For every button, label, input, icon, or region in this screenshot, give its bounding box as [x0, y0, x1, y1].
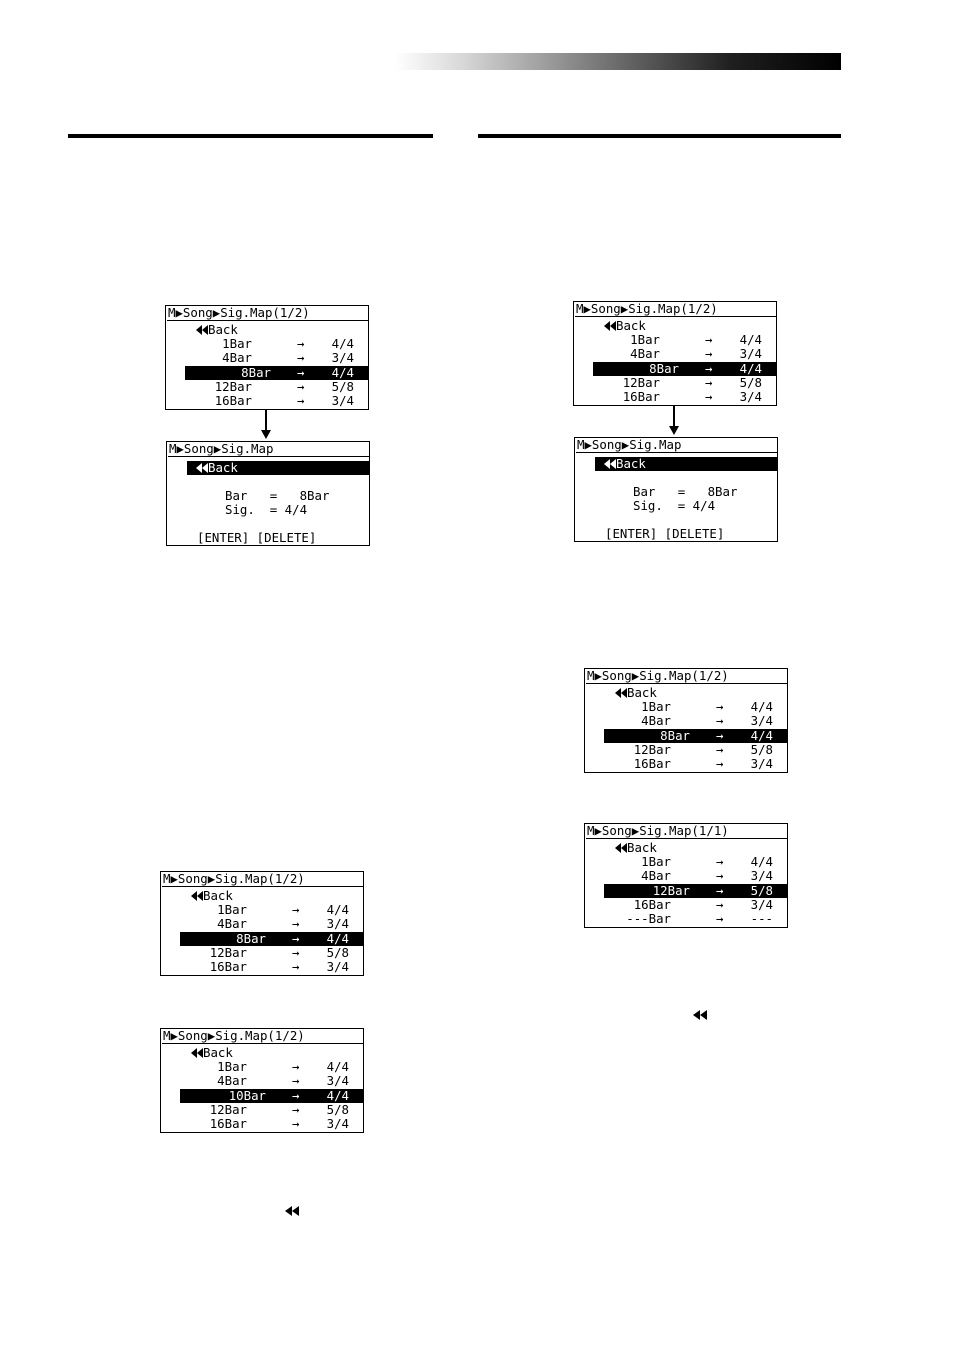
header-gradient-bar: [395, 53, 841, 70]
sig-map-row[interactable]: [166, 394, 368, 408]
back-double-triangle-icon: [615, 685, 627, 700]
bar-value-line[interactable]: Bar = 8Bar: [633, 484, 738, 499]
row-signature: 5/8: [750, 882, 773, 898]
sig-map-row[interactable]: [166, 337, 368, 351]
row-signature: 4/4: [326, 902, 349, 917]
row-bar: 12Bar: [633, 741, 671, 757]
row-arrow: →: [292, 959, 300, 975]
row-signature: 5/8: [326, 1101, 349, 1117]
row-arrow: →: [716, 741, 724, 757]
sig-map-list-screen: [584, 823, 788, 928]
row-arrow: →: [297, 378, 305, 394]
sig-map-row[interactable]: [585, 757, 787, 771]
row-bar: ---Bar: [626, 911, 671, 927]
row-arrow: →: [292, 1059, 300, 1074]
row-signature: 4/4: [331, 336, 354, 351]
row-signature: 4/4: [331, 364, 354, 380]
row-bar: 1Bar: [217, 1059, 247, 1074]
signature-value-line[interactable]: Sig. = 4/4: [633, 498, 716, 513]
right-section-rule: [478, 134, 841, 138]
row-arrow: →: [292, 1087, 300, 1103]
sig-map-row[interactable]: [585, 855, 787, 869]
sig-map-row[interactable]: [185, 366, 368, 380]
row-arrow: →: [292, 930, 300, 946]
sig-map-row[interactable]: [161, 1060, 363, 1074]
row-bar: 10Bar: [228, 1087, 266, 1103]
row-bar: 12Bar: [652, 882, 690, 898]
row-bar: 16Bar: [622, 389, 660, 405]
back-label: Back: [203, 1045, 233, 1060]
sig-map-edit-screen: [166, 441, 370, 546]
row-bar: 8Bar: [241, 364, 271, 380]
sig-map-edit-screen: [574, 437, 778, 542]
screen-title: M▶Song▶Sig.Map(1/2): [162, 872, 363, 887]
row-signature: 4/4: [739, 360, 762, 376]
row-arrow: →: [705, 374, 713, 390]
row-signature: 3/4: [331, 350, 354, 366]
back-label: Back: [627, 685, 657, 700]
row-signature: 3/4: [739, 346, 762, 362]
back-label: Back: [627, 840, 657, 855]
row-signature: 5/8: [331, 378, 354, 394]
back-item[interactable]: [187, 461, 369, 475]
back-double-triangle-icon: [615, 840, 627, 855]
row-bar: 16Bar: [633, 896, 671, 912]
row-arrow: →: [705, 346, 713, 362]
row-arrow: →: [716, 854, 724, 869]
row-arrow: →: [716, 756, 724, 772]
back-label: Back: [203, 888, 233, 903]
back-double-triangle-icon: [191, 1045, 203, 1060]
sig-map-row[interactable]: [161, 1103, 363, 1117]
row-bar: 1Bar: [630, 332, 660, 347]
flow-arrow-left-head: [261, 430, 271, 439]
sig-map-row[interactable]: [604, 884, 787, 898]
sig-map-row[interactable]: [585, 869, 787, 883]
sig-map-row[interactable]: [585, 898, 787, 912]
screen-title: M▶Song▶Sig.Map(1/2): [167, 306, 368, 321]
back-double-triangle-icon: [196, 322, 208, 337]
row-signature: 3/4: [750, 713, 773, 729]
row-signature: 4/4: [326, 930, 349, 946]
sig-map-row[interactable]: [574, 376, 776, 390]
back-double-triangle-icon: [604, 318, 616, 333]
enter-delete-buttons[interactable]: [ENTER] [DELETE]: [605, 526, 725, 541]
enter-delete-buttons[interactable]: [ENTER] [DELETE]: [197, 530, 317, 545]
sig-map-row[interactable]: [161, 960, 363, 974]
row-signature: 3/4: [326, 916, 349, 932]
flow-arrow-right: [673, 406, 675, 428]
row-arrow: →: [297, 336, 305, 351]
row-bar: 4Bar: [217, 916, 247, 932]
sig-map-row[interactable]: [180, 932, 363, 946]
sig-map-row[interactable]: [585, 714, 787, 728]
row-arrow: →: [705, 389, 713, 405]
row-signature: 3/4: [739, 389, 762, 405]
row-signature: 4/4: [750, 854, 773, 869]
row-signature: 3/4: [326, 1116, 349, 1132]
left-section-rule: [68, 134, 433, 138]
sig-map-list-screen: [584, 668, 788, 773]
row-bar: 8Bar: [236, 930, 266, 946]
row-bar: 4Bar: [222, 350, 252, 366]
sig-map-row[interactable]: [574, 390, 776, 404]
row-bar: 16Bar: [633, 756, 671, 772]
screen-title: M▶Song▶Sig.Map(1/2): [162, 1029, 363, 1044]
rewind-icon: [693, 1010, 707, 1020]
screen-title: M▶Song▶Sig.Map(1/2): [575, 302, 776, 317]
row-signature: 4/4: [750, 727, 773, 743]
row-arrow: →: [292, 1073, 300, 1089]
row-bar: 1Bar: [222, 336, 252, 351]
row-arrow: →: [705, 360, 713, 376]
row-bar: 4Bar: [217, 1073, 247, 1089]
row-signature: ---: [750, 911, 773, 927]
row-bar: 1Bar: [641, 699, 671, 714]
screen-title: M▶Song▶Sig.Map: [168, 442, 369, 457]
sig-map-row[interactable]: [585, 743, 787, 757]
sig-map-row[interactable]: [585, 700, 787, 714]
row-signature: 4/4: [750, 699, 773, 714]
row-signature: 4/4: [739, 332, 762, 347]
row-bar: 16Bar: [209, 1116, 247, 1132]
sig-map-row[interactable]: [166, 351, 368, 365]
row-signature: 3/4: [326, 959, 349, 975]
row-bar: 12Bar: [209, 944, 247, 960]
sig-map-list-screen: [573, 301, 777, 406]
screen-title: M▶Song▶Sig.Map: [576, 438, 777, 453]
flow-arrow-left: [265, 410, 267, 432]
row-arrow: →: [705, 332, 713, 347]
row-arrow: →: [716, 727, 724, 743]
back-label: Back: [208, 322, 238, 337]
sig-map-row[interactable]: [166, 380, 368, 394]
sig-map-row[interactable]: [604, 729, 787, 743]
row-signature: 4/4: [326, 1059, 349, 1074]
row-bar: 1Bar: [217, 902, 247, 917]
row-bar: 4Bar: [641, 713, 671, 729]
back-label: Back: [208, 460, 238, 475]
sig-map-row[interactable]: [180, 1089, 363, 1103]
row-bar: 12Bar: [214, 378, 252, 394]
sig-map-row[interactable]: [574, 333, 776, 347]
row-signature: 5/8: [326, 944, 349, 960]
row-arrow: →: [716, 868, 724, 884]
back-label: Back: [616, 456, 646, 471]
bar-value-line[interactable]: Bar = 8Bar: [225, 488, 330, 503]
row-arrow: →: [292, 902, 300, 917]
row-signature: 3/4: [331, 393, 354, 409]
sig-map-row[interactable]: [161, 1117, 363, 1131]
sig-map-row[interactable]: [574, 347, 776, 361]
row-arrow: →: [297, 350, 305, 366]
back-double-triangle-icon: [196, 460, 208, 475]
row-bar: 12Bar: [622, 374, 660, 390]
sig-map-list-screen: [160, 1028, 364, 1133]
row-arrow: →: [716, 896, 724, 912]
row-arrow: →: [292, 916, 300, 932]
row-bar: 1Bar: [641, 854, 671, 869]
row-bar: 4Bar: [630, 346, 660, 362]
row-arrow: →: [716, 882, 724, 898]
back-label: Back: [616, 318, 646, 333]
row-arrow: →: [716, 713, 724, 729]
row-arrow: →: [716, 911, 724, 927]
screen-title: M▶Song▶Sig.Map(1/1): [586, 824, 787, 839]
back-item[interactable]: [595, 457, 777, 471]
row-signature: 4/4: [326, 1087, 349, 1103]
row-arrow: →: [292, 1116, 300, 1132]
row-signature: 3/4: [326, 1073, 349, 1089]
flow-arrow-right-head: [669, 426, 679, 435]
sig-map-row[interactable]: [585, 912, 787, 926]
row-bar: 8Bar: [660, 727, 690, 743]
sig-map-row[interactable]: [161, 917, 363, 931]
sig-map-list-screen: [160, 871, 364, 976]
sig-map-row[interactable]: [593, 362, 776, 376]
row-bar: 16Bar: [214, 393, 252, 409]
sig-map-row[interactable]: [161, 903, 363, 917]
sig-map-row[interactable]: [161, 946, 363, 960]
row-bar: 4Bar: [641, 868, 671, 884]
row-bar: 12Bar: [209, 1101, 247, 1117]
rewind-icon: [285, 1206, 299, 1216]
row-bar: 16Bar: [209, 959, 247, 975]
row-arrow: →: [297, 393, 305, 409]
row-arrow: →: [292, 944, 300, 960]
row-arrow: →: [292, 1101, 300, 1117]
row-signature: 3/4: [750, 868, 773, 884]
screen-title: M▶Song▶Sig.Map(1/2): [586, 669, 787, 684]
signature-value-line[interactable]: Sig. = 4/4: [225, 502, 308, 517]
back-double-triangle-icon: [604, 456, 616, 471]
sig-map-row[interactable]: [161, 1074, 363, 1088]
row-arrow: →: [297, 364, 305, 380]
row-signature: 5/8: [739, 374, 762, 390]
row-bar: 8Bar: [649, 360, 679, 376]
row-signature: 3/4: [750, 756, 773, 772]
row-signature: 5/8: [750, 741, 773, 757]
back-double-triangle-icon: [191, 888, 203, 903]
row-signature: 3/4: [750, 896, 773, 912]
sig-map-list-screen: [165, 305, 369, 410]
row-arrow: →: [716, 699, 724, 714]
